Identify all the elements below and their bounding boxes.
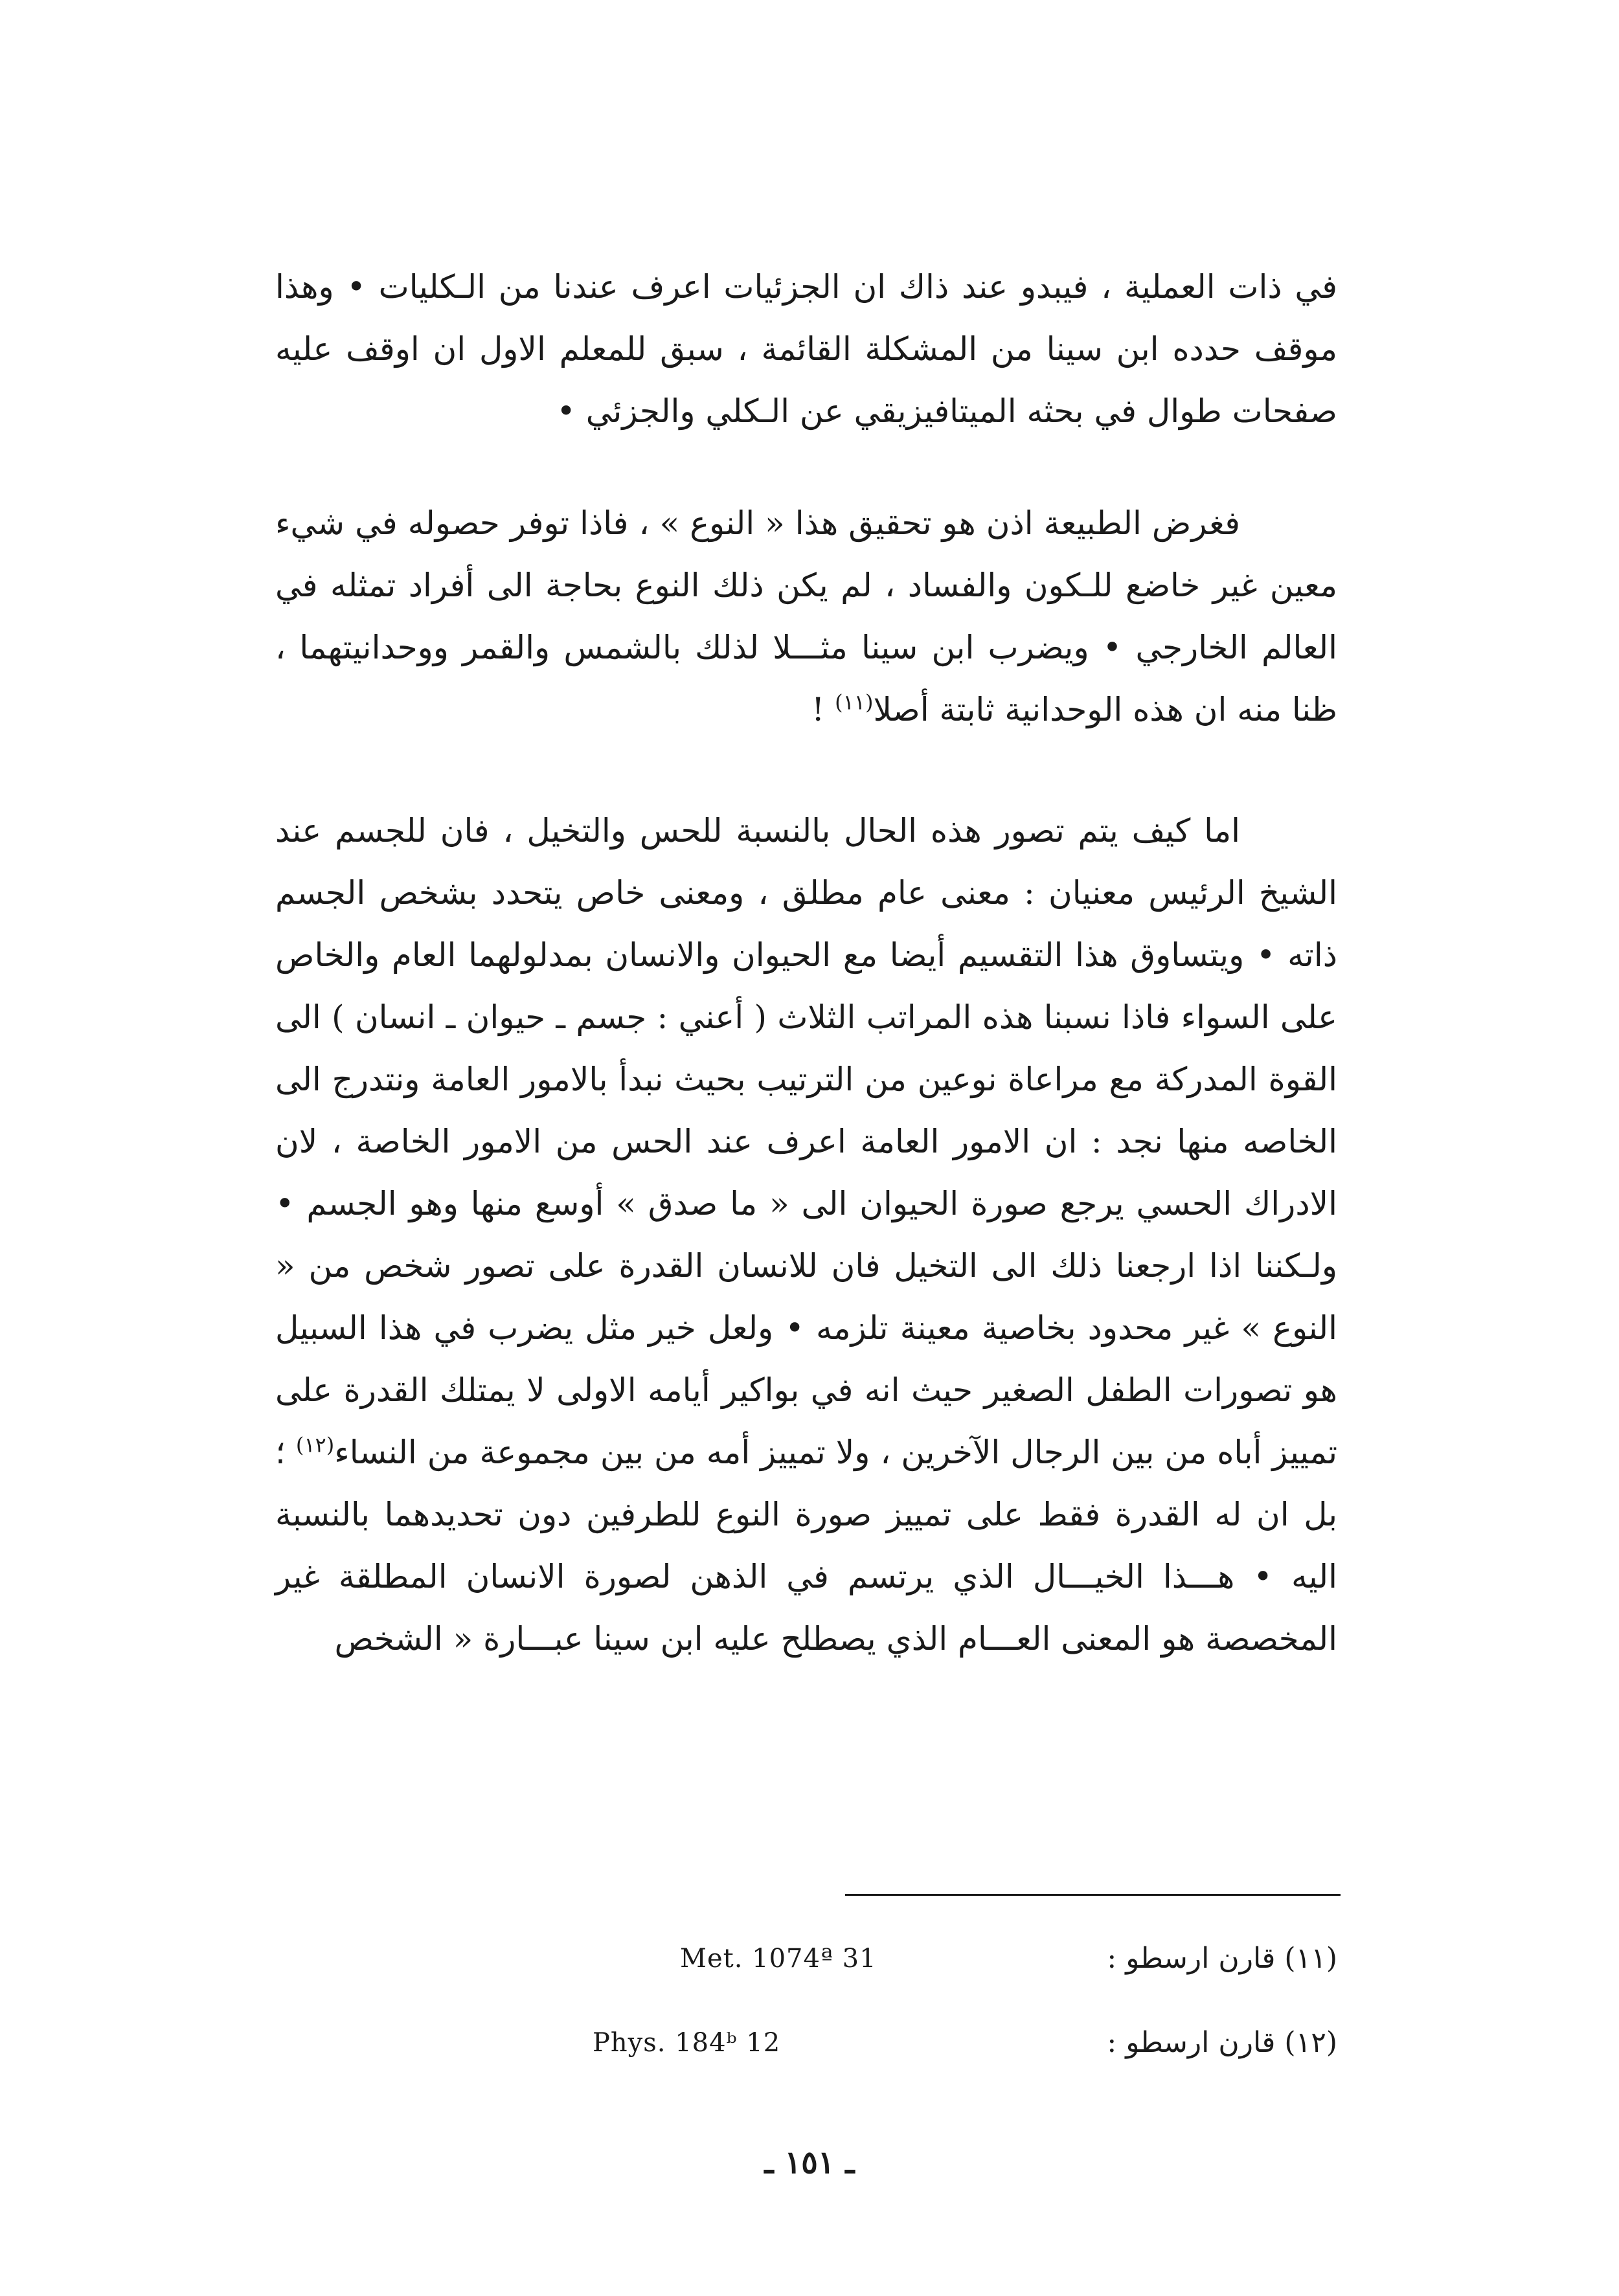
footnote-divider — [845, 1894, 1341, 1896]
footnote-ref-11: (١١) — [835, 690, 874, 715]
footnote-11-arabic — [1107, 1936, 1337, 1981]
paragraph-3 — [275, 800, 1337, 1670]
exclamation-mark: ! — [811, 691, 825, 728]
paragraph-3-continuation: بل ان له القدرة فقط على تمييز صورة النوع للطرفين دون تحديدهما بالنسبة اليه • هـــذا الخيـــال الذي يرتسم في الذهن لصورة الانسان المطلقة غير المخصصة هو المعنى العـــام الذي يصطلح عليه ابن سينا عبـــارة « الشخص — [275, 1496, 1337, 1658]
footnote-12 — [275, 2020, 1337, 2065]
footnote-12-text: قارن ارسطو : — [1107, 2026, 1276, 2059]
footnote-11-citation: Met. 1074ª 31 — [680, 1944, 877, 1974]
paragraph-1 — [275, 256, 1337, 442]
footnote-12-number: (١٢) — [1284, 2026, 1337, 2059]
footnote-ref-12: (١٢) — [295, 1432, 335, 1458]
footnote-11 — [275, 1936, 1337, 1981]
semicolon-mark: ؛ — [275, 1434, 286, 1471]
paragraph-3-text: اما كيف يتم تصور هذه الحال بالنسبة للحس والتخيل ، فان للجسم عند الشيخ الرئيس معنيان : معنى عام مطلق ، ومعنى خاص يتحدد بشخص الجسم ذاته • ويتساوق هذا التقسيم أيضا مع الحيوان والانسان بمدلولهما العام والخاص على السواء فاذا نسبنا هذه المراتب الثلاث ( أعني : جسم ـ حيوان ـ انسان ) الى القوة المدركة مع مراعاة نوعين من الترتيب بحيث نبدأ بالامور العامة ونتدرج الى الخاصه منها نجد : ان الامور العامة اعرف عند الحس من الامور الخاصة ، لان الادراك الحسي يرجع صورة الحيوان الى « ما صدق » أوسع منها وهو الجسم • ولـكننا اذا ارجعنا ذلك الى التخيل فان للانسان القدرة على تصور شخص من « النوع » غير محدود بخاصية معينة تلزمه • ولعل خير مثل يضرب في هذا السبيل هو تصورات الطفل الصغير حيث انه في بواكير أيامه الاولى لا يمتلك القدرة على تمييز أباه من بين الرجال الآخرين ، ولا تمييز أمه من بين مجموعة من النساء — [275, 812, 1337, 1471]
footnote-11-number: (١١) — [1284, 1942, 1337, 1975]
paragraph-2 — [275, 492, 1337, 741]
paragraph-2-text: فغرض الطبيعة اذن هو تحقيق هذا « النوع » ، فاذا توفر حصوله في شيء معين غير خاضع للـكون والفساد ، لم يكن ذلك النوع بحاجة الى أفراد تمثله في العالم الخارجي • ويضرب ابن سينا مثـــلا لذلك بالشمس والقمر ووحدانيتهما ، ظنا منه ان هذه الوحدانية ثابتة أصلا — [275, 504, 1337, 728]
footnote-11-text: قارن ارسطو : — [1107, 1942, 1276, 1975]
footnote-12-citation: Phys. 184ᵇ 12 — [593, 2028, 781, 2058]
footnote-12-arabic — [1107, 2020, 1337, 2065]
page-number: ـ ١٥١ ـ — [764, 2144, 855, 2181]
paragraph-1-text: في ذات العملية ، فيبدو عند ذاك ان الجزئيات اعرف عندنا من الـكليات • وهذا موقف حدده ابن سينا من المشكلة القائمة ، سبق للمعلم الاول ان اوقف عليه صفحات طوال في بحثه الميتافيزيقي عن الـكلي والجزئي • — [275, 268, 1337, 430]
